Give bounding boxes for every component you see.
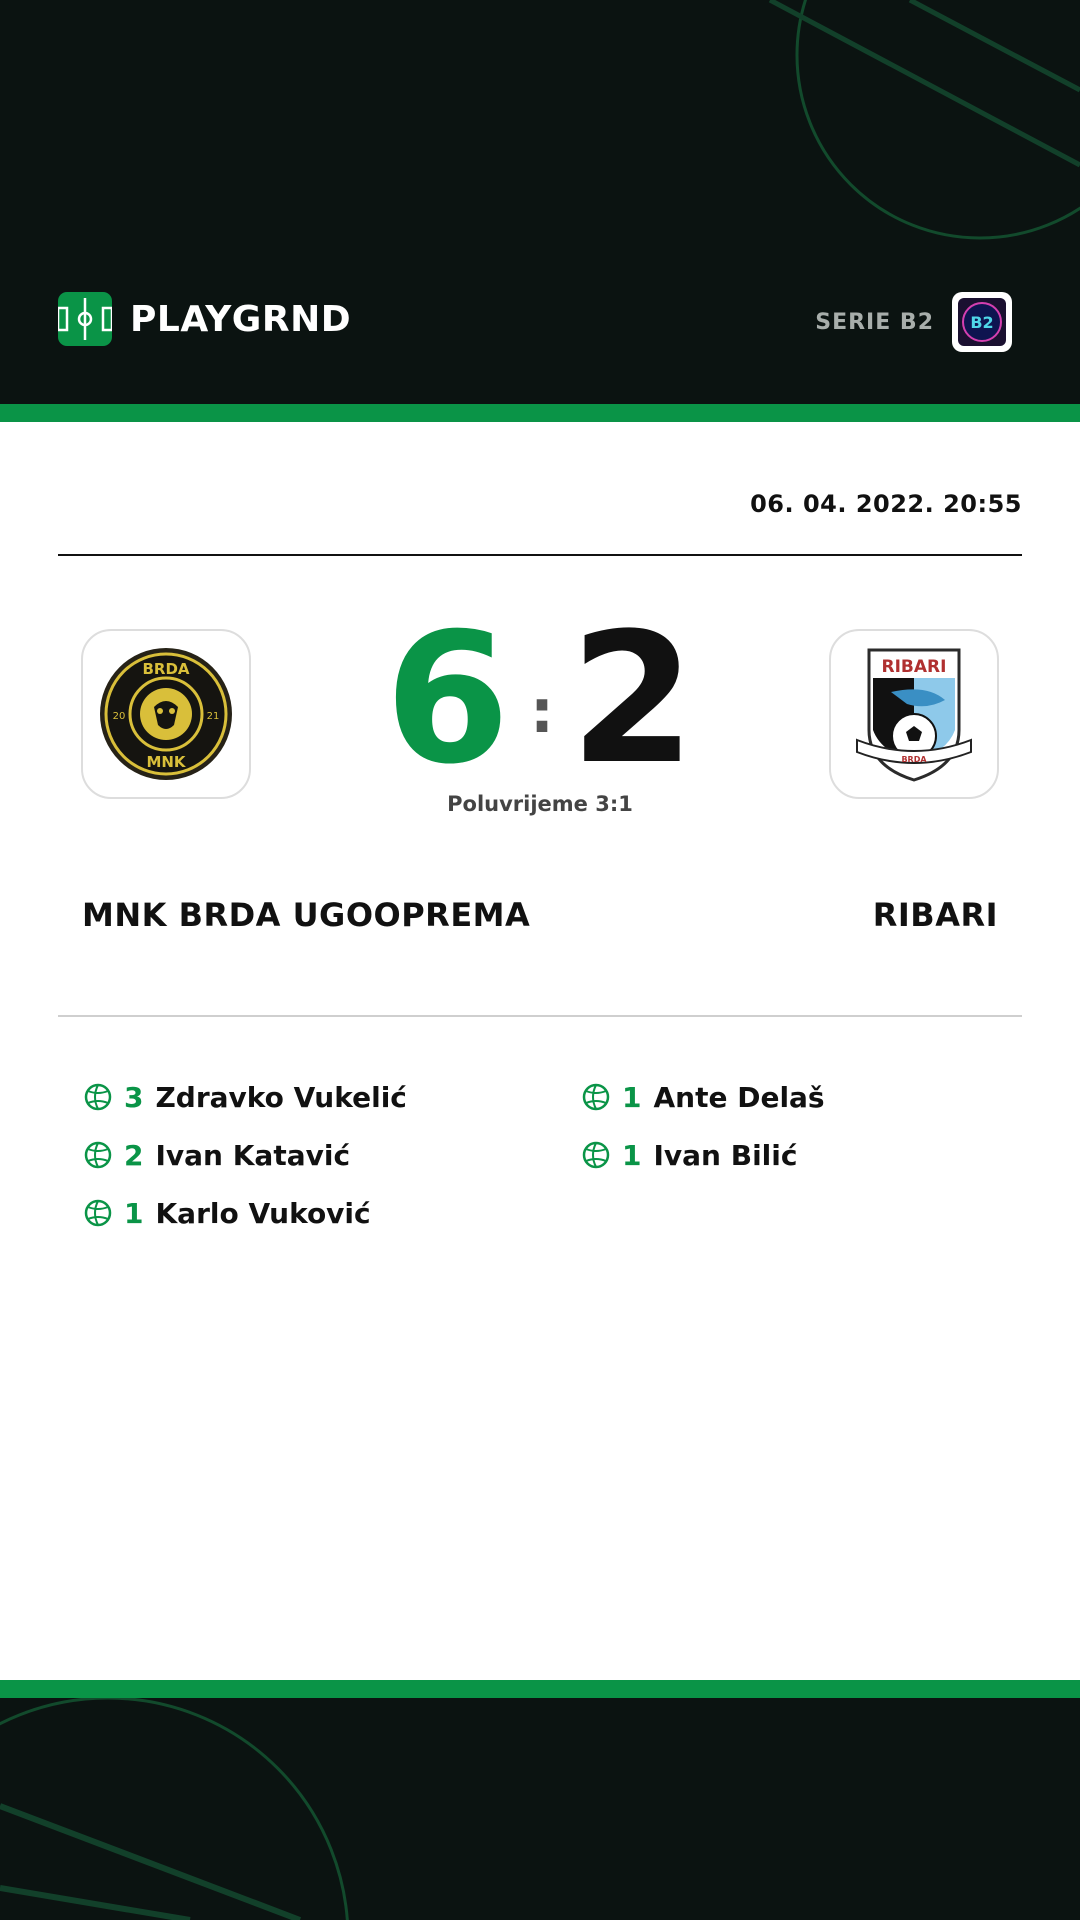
brand-name: PLAYGRND [130, 298, 352, 340]
scorer-row [582, 1126, 825, 1184]
divider-light [58, 1015, 1022, 1017]
lion-crest-icon [99, 647, 233, 781]
goal-count: 1 [124, 1196, 144, 1230]
football-icon [84, 1141, 112, 1169]
halftime-score: Poluvrijeme 3:1 [447, 792, 633, 816]
footer-stripe [0, 1680, 1080, 1698]
football-icon [582, 1083, 610, 1111]
player-name: Ante Delaš [653, 1080, 825, 1114]
pitch-lines-decoration [0, 1698, 1080, 1920]
away-logo-top-text: RIBARI [881, 657, 947, 677]
ribari-crest-icon [847, 644, 981, 784]
football-icon [84, 1083, 112, 1111]
divider [58, 554, 1022, 556]
player-name: Karlo Vuković [155, 1196, 371, 1230]
home-logo-left-text: 20 [112, 711, 126, 722]
away-scorers-list [582, 1068, 825, 1184]
home-scorers-list [84, 1068, 407, 1242]
football-icon [582, 1141, 610, 1169]
brand[interactable] [58, 292, 351, 346]
home-score: 6 [384, 595, 510, 804]
away-logo-bottom-text: BRDA [901, 755, 927, 764]
goal-count: 1 [622, 1080, 642, 1114]
player-name: Ivan Katavić [155, 1138, 351, 1172]
home-logo-top-text: BRDA [142, 660, 190, 678]
header-band [0, 0, 1080, 404]
league-logo-icon [958, 298, 1006, 346]
league-info[interactable] [815, 292, 1012, 352]
goal-count: 2 [124, 1138, 144, 1172]
away-score: 2 [570, 595, 696, 804]
score-separator: : [530, 677, 554, 747]
pitch-icon [58, 292, 112, 346]
scorer-row [84, 1068, 407, 1126]
scorer-row [582, 1068, 825, 1126]
player-name: Ivan Bilić [653, 1138, 798, 1172]
home-logo-bottom-text: MNK [146, 753, 186, 771]
match-datetime: 06. 04. 2022. 20:55 [750, 490, 1022, 518]
league-name: SERIE B2 [815, 309, 934, 335]
home-logo-right-text: 21 [206, 711, 220, 722]
player-name: Zdravko Vukelić [155, 1080, 407, 1114]
header-stripe [0, 404, 1080, 422]
away-team-name[interactable]: RIBARI [872, 896, 998, 934]
league-badge-text: B2 [970, 313, 994, 332]
footer-band [0, 1698, 1080, 1920]
scorer-row [84, 1184, 407, 1242]
goal-count: 1 [622, 1138, 642, 1172]
home-team-logo[interactable] [81, 629, 251, 799]
goal-count: 3 [124, 1080, 144, 1114]
football-icon [84, 1199, 112, 1227]
league-badge [952, 292, 1012, 352]
away-team-logo[interactable] [829, 629, 999, 799]
scorer-row [84, 1126, 407, 1184]
home-team-name[interactable]: MNK BRDA UGOOPREMA [82, 896, 531, 934]
